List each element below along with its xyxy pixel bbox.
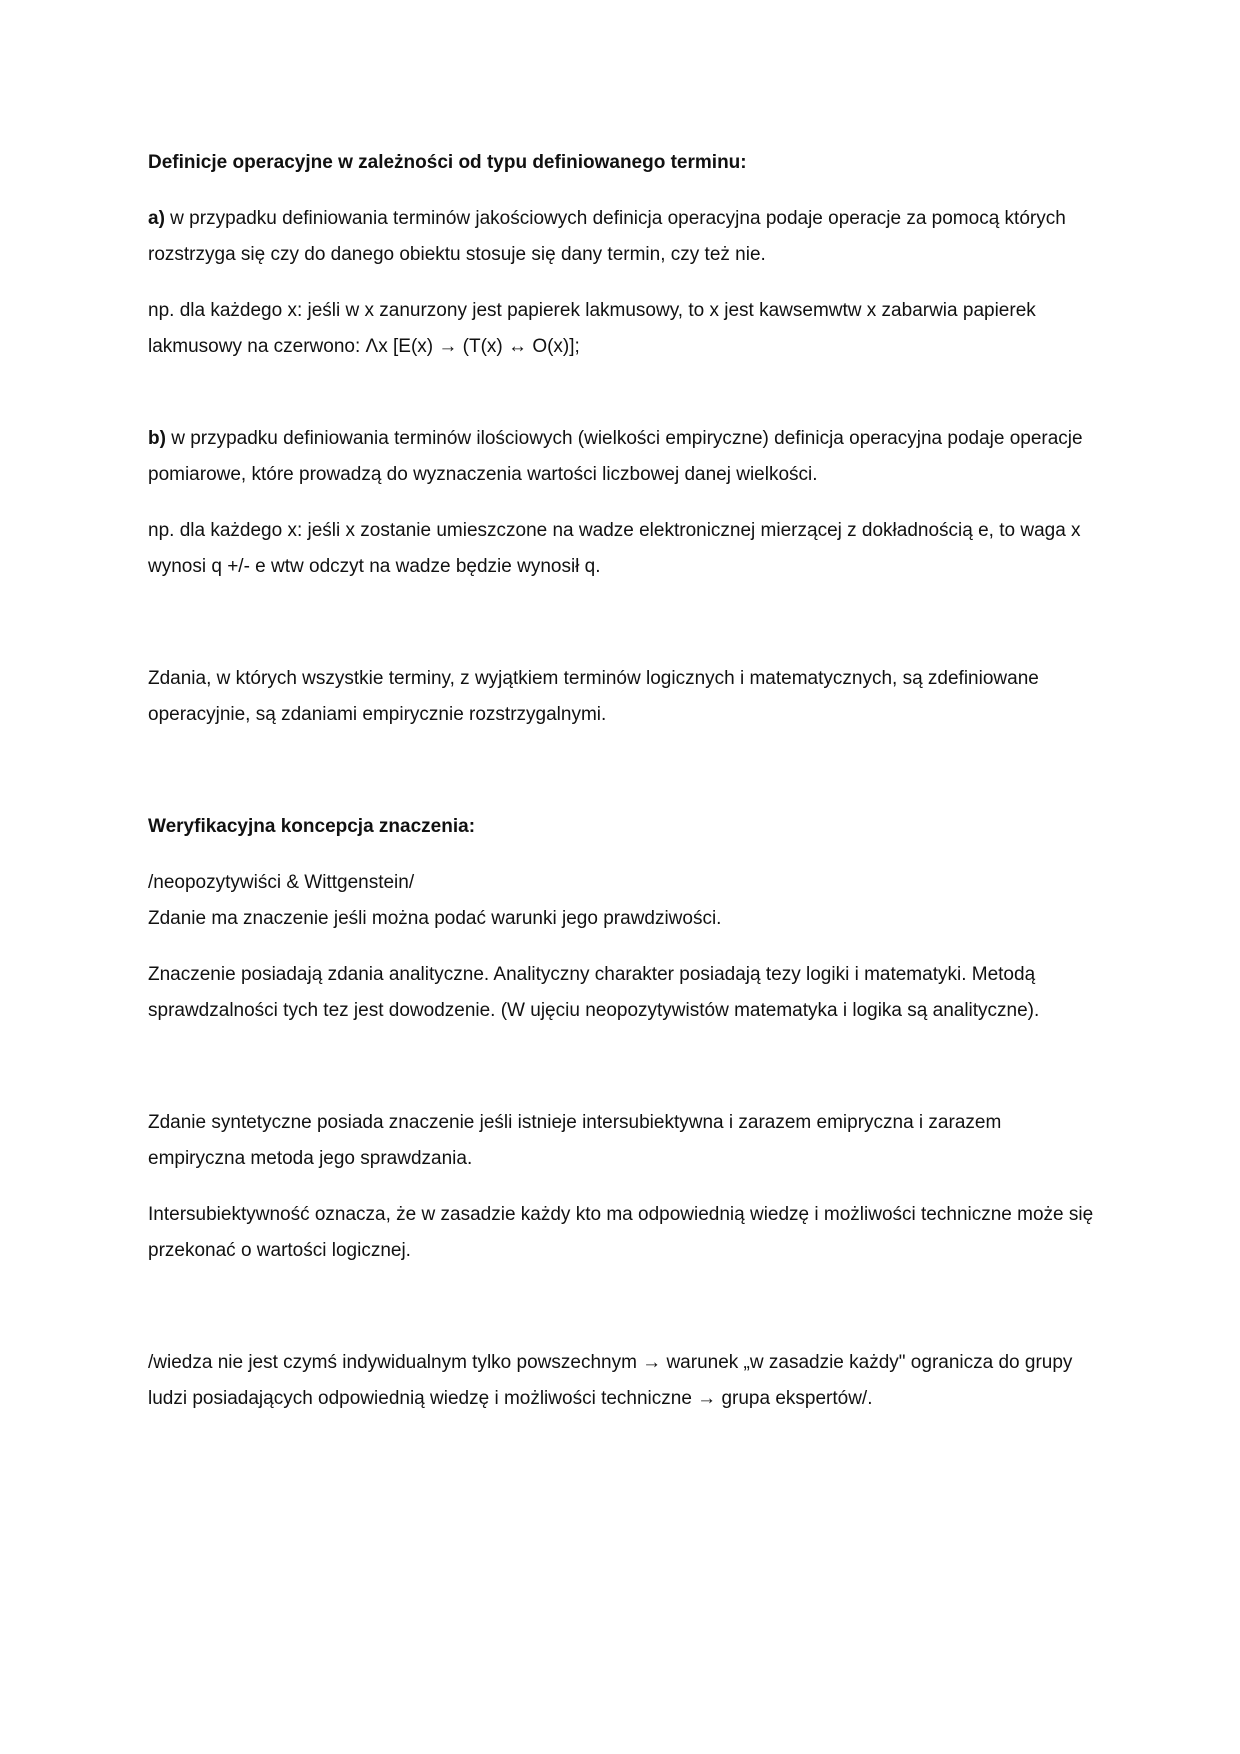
paragraph-synthetic: Zdanie syntetyczne posiada znaczenie jeśli istnieje intersubiektywna i zarazem emipryczna i zarazem empiryczna metoda jego sprawdzania. (148, 1112, 1002, 1169)
spacer (148, 385, 1098, 421)
paragraph-example-a: np. dla każdego x: jeśli w x zanurzony jest papierek lakmusowy, to x jest kawsemwtw x zabarwia papierek lakmusowy na czerwono: Λx [E(x) → (T(x) ↔ O(x)]; (148, 300, 1036, 357)
paragraph-intersubjectivity: Intersubiektywność oznacza, że w zasadzie każdy kto ma odpowiednią wiedzę i możliwości techniczne może się przekonać o wartości logicznej. (148, 1204, 1094, 1261)
spacer (148, 753, 1098, 809)
paragraph-definition: Zdanie ma znaczenie jeśli można podać warunki jego prawdziwości. (148, 908, 722, 929)
section-heading-verification-concept: Weryfikacyjna koncepcja znaczenia: (148, 816, 476, 837)
paragraph-item-a (148, 201, 1098, 273)
spacer (148, 605, 1098, 661)
paragraph-item-b (148, 421, 1098, 493)
paragraph-summary: Zdania, w których wszystkie terminy, z wyjątkiem terminów logicznych i matematycznych, są zdefiniowane operacyjnie, są zdaniami empirycznie rozstrzygalnymi. (148, 668, 1039, 725)
section-heading-operational-definitions: Definicje operacyjne w zależności od typu definiowanego terminu: (148, 152, 747, 173)
item-a-text: w przypadku definiowania terminów jakościowych definicja operacyjna podaje operacje za pomocą których rozstrzyga się czy do danego obiektu stosuje się dany termin, czy też nie. (148, 208, 1066, 265)
item-b-text: w przypadku definiowania terminów ilościowych (wielkości empiryczne) definicja operacyjna podaje operacje pomiarowe, które prowadzą do wyznaczenia wartości liczbowej danej wielkości. (148, 428, 1083, 485)
document-body (148, 145, 1098, 1437)
item-b-label: b) (148, 428, 166, 449)
paragraph-analytic: Znaczenie posiadają zdania analityczne. Analityczny charakter posiadają tezy logiki i matematyki. Metodą sprawdzalności tych tez jest dowodzenie. (W ujęciu neopozytywistów matematyka i logika są analityczne). (148, 964, 1040, 1021)
paragraph-authors: /neopozytywiści & Wittgenstein/ (148, 872, 415, 893)
paragraph-example-b: np. dla każdego x: jeśli x zostanie umieszczone na wadze elektronicznej mierzącej z dokładnością e, to waga x wynosi q +/- e wtw odczyt na wadze będzie wynosił q. (148, 520, 1081, 577)
spacer (148, 1289, 1098, 1345)
item-a-label: a) (148, 208, 165, 229)
spacer (148, 1049, 1098, 1105)
paragraph-note: /wiedza nie jest czymś indywidualnym tylko powszechnym → warunek „w zasadzie każdy" ogranicza do grupy ludzi posiadających odpowiednią wiedzę i możliwości techniczne → grupa ekspertów/. (148, 1352, 1073, 1409)
